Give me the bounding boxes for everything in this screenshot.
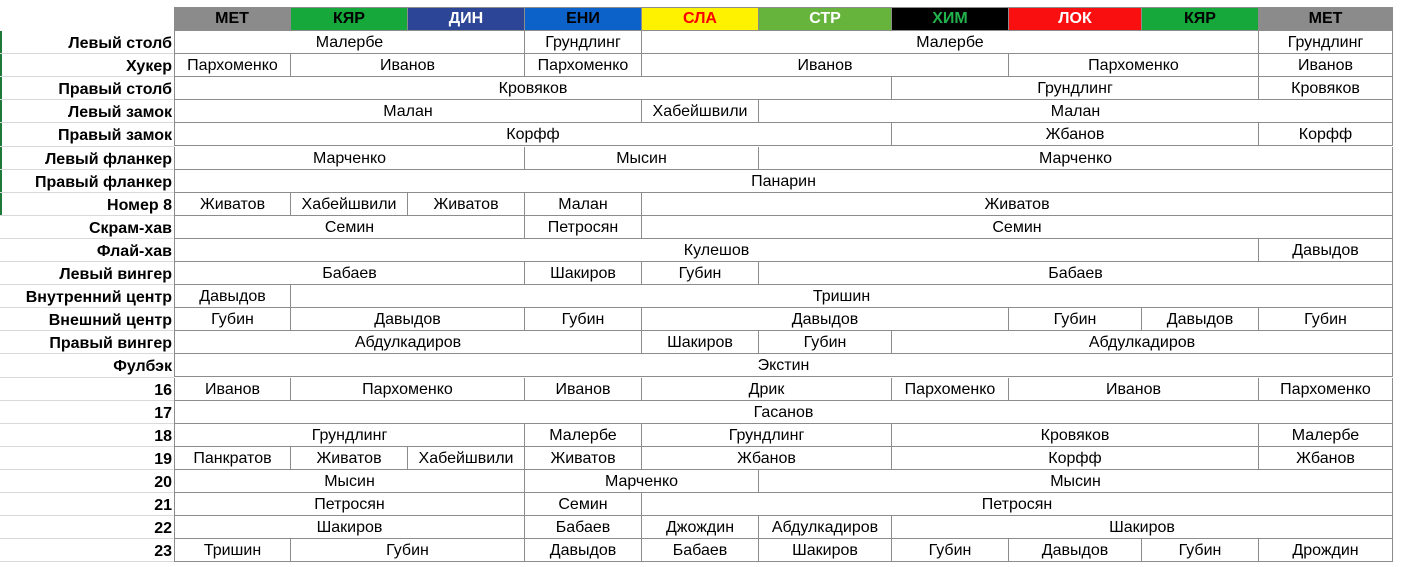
team-header[interactable]: ДИН	[408, 8, 525, 31]
player-cell[interactable]: Мысин	[174, 470, 525, 493]
player-cell[interactable]: Малербе	[525, 424, 642, 447]
player-cell[interactable]: Жбанов	[1259, 447, 1393, 470]
player-cell[interactable]: Корфф	[892, 447, 1259, 470]
row-label: Правый замок	[58, 127, 172, 145]
row-label: Левый столб	[68, 35, 172, 52]
row-label: Внешний центр	[48, 312, 172, 330]
player-cell[interactable]: Пархоменко	[291, 378, 525, 401]
player-cell[interactable]: Шакиров	[174, 516, 525, 539]
player-cell[interactable]: Кровяков	[892, 424, 1259, 447]
row-label: Хукер	[125, 58, 172, 76]
player-cell[interactable]: Петросян	[174, 493, 525, 516]
row-label: Внутренний центр	[25, 289, 172, 307]
player-cell[interactable]: Малербе	[174, 31, 525, 54]
row-label: 19	[154, 450, 172, 468]
row-label: 16	[154, 381, 172, 399]
player-cell[interactable]: Абдулкадиров	[174, 331, 642, 354]
player-cell[interactable]: Тришин	[174, 539, 291, 562]
player-cell[interactable]: Абдулкадиров	[892, 331, 1393, 354]
player-cell[interactable]: Бабаев	[642, 539, 759, 562]
player-cell[interactable]: Малан	[525, 193, 642, 216]
player-cell[interactable]: Давыдов	[1142, 308, 1259, 331]
player-cell[interactable]: Дрик	[642, 378, 892, 401]
player-cell[interactable]: Абдулкадиров	[759, 516, 892, 539]
row-label: 21	[154, 497, 172, 514]
player-cell[interactable]: Шакиров	[525, 262, 642, 285]
player-cell[interactable]: Корфф	[174, 123, 892, 146]
player-cell[interactable]: Губин	[1009, 308, 1142, 331]
row-label: Номер 8	[107, 196, 172, 214]
player-cell[interactable]: Бабаев	[525, 516, 642, 539]
player-cell[interactable]: Корфф	[1259, 123, 1393, 146]
player-cell[interactable]: Джождин	[642, 516, 759, 539]
player-cell[interactable]: Давыдов	[642, 308, 1009, 331]
team-header[interactable]: КЯР	[291, 8, 408, 31]
player-cell[interactable]: Семин	[525, 493, 642, 516]
player-cell[interactable]: Живатов	[291, 447, 408, 470]
player-cell[interactable]: Губин	[174, 308, 291, 331]
row-gridline	[0, 561, 174, 562]
player-cell[interactable]: Семин	[642, 216, 1393, 239]
player-cell[interactable]: Губин	[759, 331, 892, 354]
row-label: 18	[154, 427, 172, 445]
player-cell[interactable]: Давыдов	[1009, 539, 1142, 562]
player-cell[interactable]: Кровяков	[174, 77, 892, 100]
player-cell[interactable]: Живатов	[408, 193, 525, 216]
player-cell[interactable]: Губин	[1259, 308, 1393, 331]
player-cell[interactable]: Губин	[1142, 539, 1259, 562]
player-cell[interactable]: Марченко	[174, 147, 525, 170]
player-cell[interactable]: Семин	[174, 216, 525, 239]
team-header[interactable]: МЕТ	[1259, 8, 1393, 31]
player-cell[interactable]: Дрождин	[1259, 539, 1393, 562]
player-cell[interactable]: Марченко	[759, 147, 1393, 170]
player-cell[interactable]: Малербе	[642, 31, 1259, 54]
team-header[interactable]: СТР	[759, 8, 892, 31]
player-cell[interactable]: Жбанов	[642, 447, 892, 470]
player-cell[interactable]: Иванов	[291, 54, 525, 77]
player-cell[interactable]: Петросян	[642, 493, 1393, 516]
player-cell[interactable]: Грундлинг	[174, 424, 525, 447]
player-cell[interactable]: Давыдов	[174, 285, 291, 308]
row-label: 23	[154, 543, 172, 561]
team-header[interactable]: СЛА	[642, 8, 759, 31]
player-cell[interactable]: Пархоменко	[174, 54, 291, 77]
player-cell[interactable]: Губин	[892, 539, 1009, 562]
player-cell[interactable]: Кровяков	[1259, 77, 1393, 100]
header-top-border	[174, 7, 1393, 8]
player-cell[interactable]: Мысин	[525, 147, 759, 170]
player-cell[interactable]: Жбанов	[892, 123, 1259, 146]
player-cell[interactable]: Губин	[525, 308, 642, 331]
player-cell[interactable]: Губин	[642, 262, 759, 285]
player-cell[interactable]: Грундлинг	[642, 424, 892, 447]
player-cell[interactable]: Пархоменко	[1009, 54, 1259, 77]
team-header[interactable]: МЕТ	[174, 8, 291, 31]
player-cell[interactable]: Грундлинг	[892, 77, 1259, 100]
player-cell[interactable]: Панарин	[174, 170, 1393, 193]
player-cell[interactable]: Пархоменко	[892, 378, 1009, 401]
player-cell[interactable]: Давыдов	[1259, 239, 1393, 262]
player-cell[interactable]: Малан	[174, 100, 642, 123]
player-cell[interactable]: Кулешов	[174, 239, 1259, 262]
player-cell[interactable]: Живатов	[525, 447, 642, 470]
team-header[interactable]: ХИМ	[892, 8, 1009, 31]
row-label: 17	[154, 404, 172, 422]
player-cell[interactable]: Пархоменко	[1259, 378, 1393, 401]
player-cell[interactable]: Мысин	[759, 470, 1393, 493]
player-cell[interactable]: Живатов	[642, 193, 1393, 216]
player-cell[interactable]: Давыдов	[291, 308, 525, 331]
player-cell[interactable]: Грундлинг	[1259, 31, 1393, 54]
player-cell[interactable]: Шакиров	[759, 539, 892, 562]
player-cell[interactable]: Иванов	[525, 378, 642, 401]
player-cell[interactable]: Петросян	[525, 216, 642, 239]
team-header[interactable]: ЛОК	[1009, 8, 1142, 31]
row-label: Правый фланкер	[35, 173, 172, 191]
player-cell[interactable]: Шакиров	[892, 516, 1393, 539]
player-cell[interactable]: Иванов	[1259, 54, 1393, 77]
row-label: Скрам-хав	[88, 219, 172, 237]
row-label: Левый фланкер	[45, 150, 172, 168]
team-header[interactable]: ЕНИ	[525, 8, 642, 31]
player-cell[interactable]: Малербе	[1259, 424, 1393, 447]
player-cell[interactable]: Иванов	[642, 54, 1009, 77]
player-cell[interactable]: Давыдов	[525, 539, 642, 562]
player-cell[interactable]: Тришин	[291, 285, 1393, 308]
player-cell[interactable]: Губин	[291, 539, 525, 562]
player-cell[interactable]: Бабаев	[759, 262, 1393, 285]
row-label: Левый вингер	[59, 266, 172, 283]
player-cell[interactable]: Марченко	[525, 470, 759, 493]
player-cell[interactable]: Иванов	[174, 378, 291, 401]
player-cell[interactable]: Грундлинг	[525, 31, 642, 54]
row-label: Флай-хав	[96, 242, 172, 260]
player-cell[interactable]: Малан	[759, 100, 1393, 123]
player-cell[interactable]: Панкратов	[174, 447, 291, 470]
row-label: 22	[154, 520, 172, 538]
row-label: Правый вингер	[49, 335, 172, 353]
player-cell[interactable]: Иванов	[1009, 378, 1259, 401]
player-cell[interactable]: Живатов	[174, 193, 291, 216]
player-cell[interactable]: Хабейшвили	[291, 193, 408, 216]
row-label: Правый столб	[58, 81, 172, 99]
team-header[interactable]: КЯР	[1142, 8, 1259, 31]
player-cell[interactable]: Хабейшвили	[408, 447, 525, 470]
player-cell[interactable]: Пархоменко	[525, 54, 642, 77]
player-cell[interactable]: Шакиров	[642, 331, 759, 354]
row-label: Левый замок	[68, 104, 172, 122]
row-label: 20	[154, 473, 172, 491]
player-cell[interactable]: Хабейшвили	[642, 100, 759, 123]
player-cell[interactable]: Экстин	[174, 354, 1393, 377]
player-cell[interactable]: Гасанов	[174, 401, 1393, 424]
row-label: Фулбэк	[113, 358, 172, 376]
player-cell[interactable]: Бабаев	[174, 262, 525, 285]
